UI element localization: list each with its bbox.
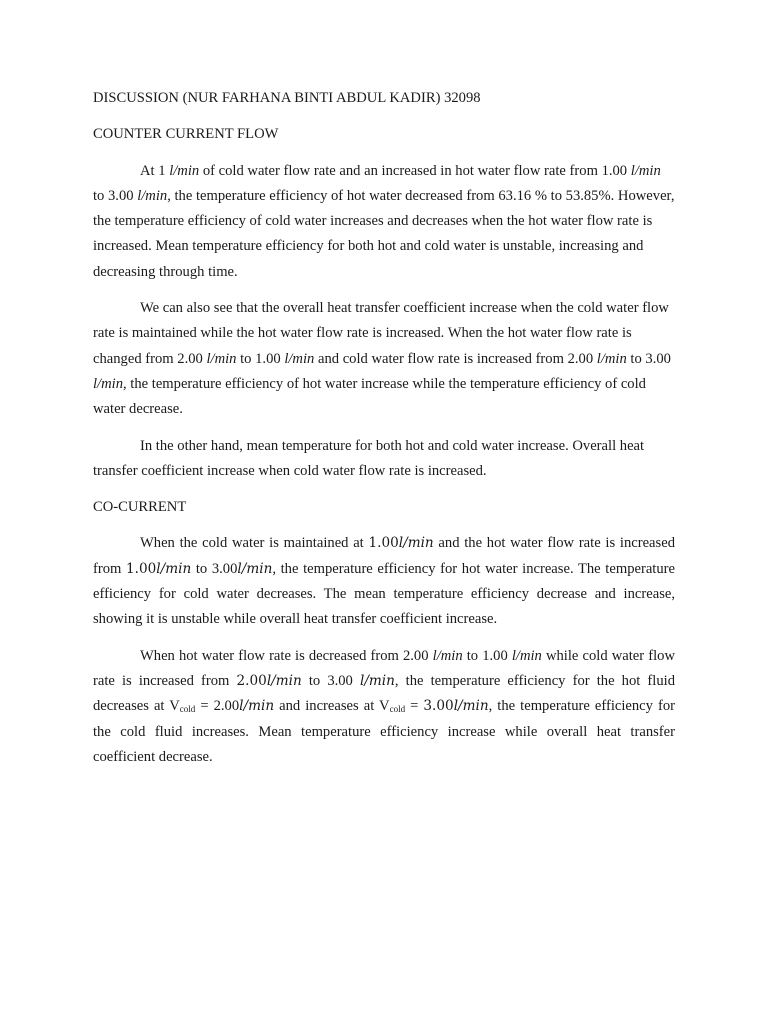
section-heading-co-current: CO-CURRENT [93, 499, 187, 516]
paragraph-counter-1: At 1 l/min of cold water flow rate and an increased in hot water flow rate from 1.00 l/min to 3.00 l/min, the temperature efficiency of hot water decreased from 63.16 % to 53.85%. However, the temperature efficiency of cold water increases and decreases when the hot water flow rate is increased. Mean temperature efficiency for both hot and cold water is unstable, increasing and decreasing through time. [93, 162, 675, 280]
paragraph-co-1: When the cold water is maintained at 1.00l/min and the hot water flow rate is increased from 1.00l/min to 3.00l/min, the temperature efficiency for hot water increase. The temperature efficiency for cold water decreases. The mean temperature efficiency decrease and increase, showing it is unstable while overall heat transfer coefficient increase. [93, 535, 675, 628]
paragraph-counter-2: We can also see that the overall heat transfer coefficient increase when the cold water flow rate is maintained while the hot water flow rate is increased. When the hot water flow rate is changed from 2.00 l/min to 1.00 l/min and cold water flow rate is increased from 2.00 l/min to 3.00 l/min, the temperature efficiency of hot water increase while the temperature efficiency of cold water decrease. [93, 300, 671, 418]
section-heading-counter-current: COUNTER CURRENT FLOW [93, 126, 279, 143]
document-title: DISCUSSION (NUR FARHANA BINTI ABDUL KADIR) 32098 [93, 90, 481, 106]
document-page [93, 86, 675, 781]
paragraph-co-2: When hot water flow rate is decreased from 2.00 l/min to 1.00 l/min while cold water flow rate is increased from 2.00l/min to 3.00 l/min, the temperature efficiency for the hot fluid decreases at $V_{cold} = 2.00l/\min$ and increases at $V_{cold} = 3.00l/\min$, the temperature efficiency for the cold fluid increases. Mean temperature efficiency increase while overall heat transfer coefficient decrease. [93, 647, 676, 765]
paragraph-counter-3: In the other hand, mean temperature for both hot and cold water increase. Overall heat transfer coefficient increase when cold water flow rate is increased. [93, 437, 645, 479]
